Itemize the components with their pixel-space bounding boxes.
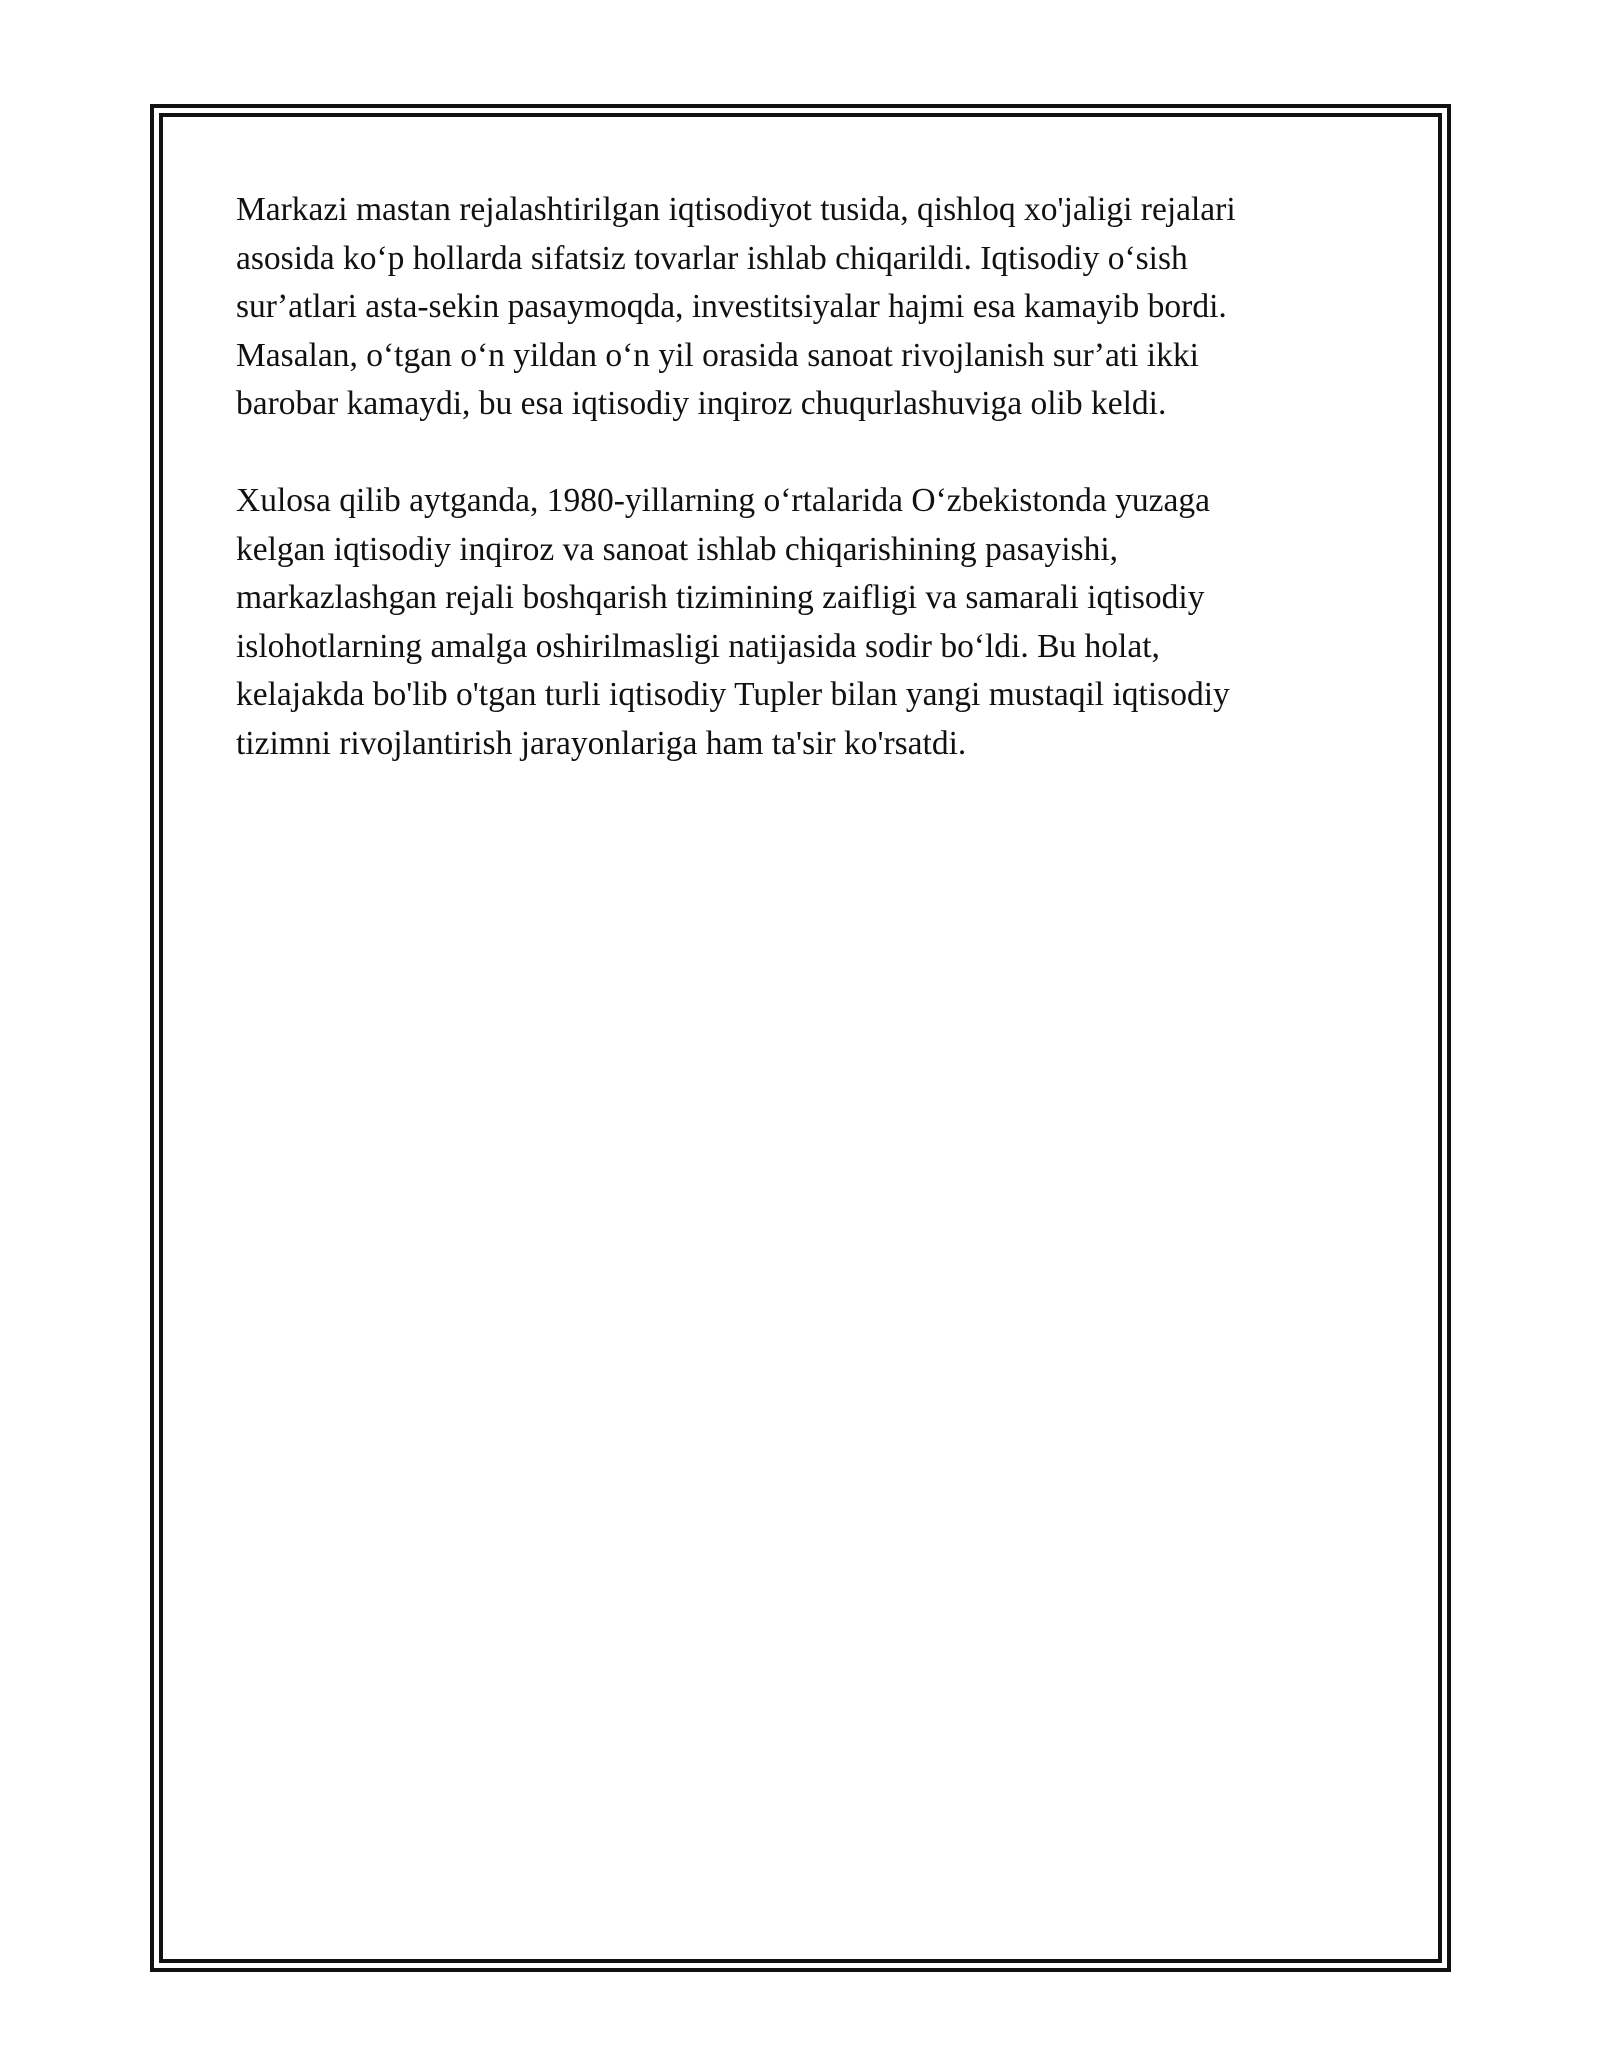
text-line: asosida koʻp hollarda sifatsiz tovarlar ishlab chiqarildi. Iqtisodiy oʻsish: [236, 239, 1188, 277]
document-body: [236, 186, 1366, 817]
text-line: barobar kamaydi, bu esa iqtisodiy inqiroz chuqurlashuviga olib keldi.: [236, 385, 1167, 422]
text-line: islohotlarning amalga oshirilmasligi natijasida sodir boʻldi. Bu holat,: [236, 627, 1160, 665]
text-line: Xulosa qilib aytganda, 1980-yillarning oʻrtalarida Oʻzbekistonda yuzaga: [236, 482, 1210, 519]
paragraph-2: [236, 477, 1366, 768]
paragraph-1: [236, 186, 1366, 429]
text-line: Masalan, oʻtgan oʻn yildan oʻn yil orasida sanoat rivojlanish surʼati ikki: [236, 336, 1199, 374]
text-line: markazlashgan rejali boshqarish tizimining zaifligi va samarali iqtisodiy: [236, 579, 1205, 616]
text-line: kelajakda bo'lib o'tgan turli iqtisodiy Tupler bilan yangi mustaqil iqtisodiy: [236, 676, 1230, 713]
text-line: Markazi mastan rejalashtirilgan iqtisodiyot tusida, qishloq xo'jaligi rejalari: [236, 191, 1236, 228]
text-line: tizimni rivojlantirish jarayonlariga ham ta'sir ko'rsatdi.: [236, 724, 967, 762]
text-line: kelgan iqtisodiy inqiroz va sanoat ishlab chiqarishining pasayishi,: [236, 530, 1119, 568]
text-line: surʼatlari asta-sekin pasaymoqda, investitsiyalar hajmi esa kamayib bordi.: [236, 288, 1227, 325]
